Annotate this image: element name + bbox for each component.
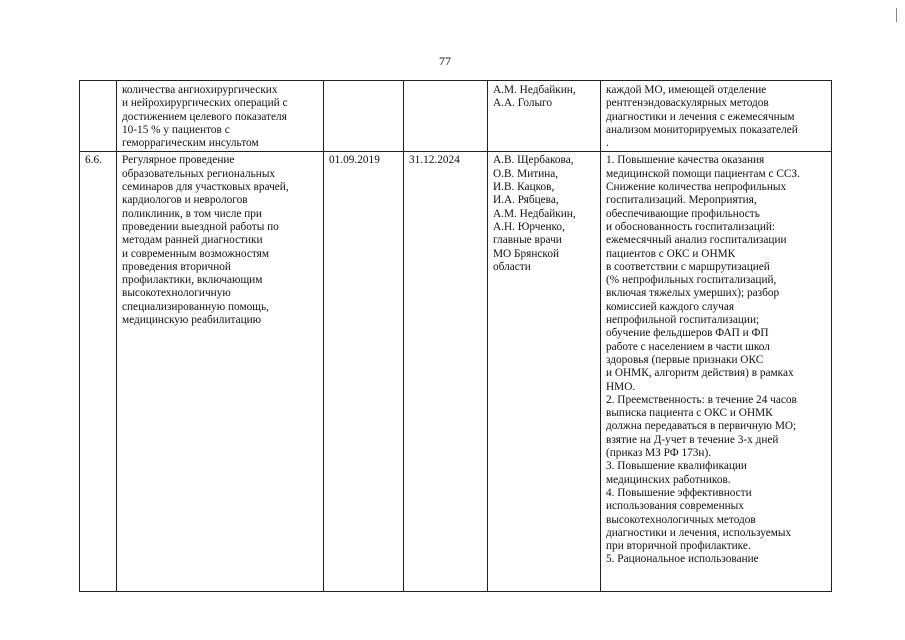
item-number-cell: 6.6. — [80, 152, 117, 592]
responsible-line: А.В. Щербакова, — [493, 154, 574, 167]
result-line: обучение фельдшеров ФАП и ФП — [606, 327, 769, 340]
result-line: взятие на Д-учет в течение 3-х дней — [606, 433, 779, 446]
responsible-line: МО Брянской — [493, 247, 560, 260]
responsible-line: главные врачи — [493, 234, 562, 247]
end-date-cell: 31.12.2024 — [404, 152, 488, 592]
result-line: медицинских работников. — [606, 473, 731, 486]
result-line: высокотехнологичных методов — [606, 513, 756, 526]
result-line: выписка пациента с ОКС и ОНМК — [606, 407, 773, 420]
responsible-line: области — [493, 260, 531, 273]
result-line: здоровья (первые признаки ОКС — [606, 353, 764, 366]
event-cell — [117, 152, 324, 592]
result-line: 3. Повышение квалификации — [606, 460, 747, 473]
result-line: в соответствии с маршрутизацией — [606, 260, 770, 273]
event-line: специализированную помощь, — [122, 300, 269, 313]
item-number-cell — [80, 81, 117, 152]
result-line: госпитализаций. Мероприятия, — [606, 194, 757, 207]
event-line: геморрагическим инсультом — [122, 137, 259, 150]
plan-table — [79, 80, 832, 592]
event-line: 10-15 % у пациентов с — [122, 123, 230, 136]
end-date-cell — [404, 81, 488, 152]
result-line: ежемесячный анализ госпитализации — [606, 234, 787, 247]
event-line: профилактики, включающим — [122, 274, 263, 287]
result-line: обеспечивающие профильность — [606, 207, 760, 220]
result-cell — [601, 81, 832, 152]
event-cell — [117, 81, 324, 152]
result-line: при вторичной профилактике. — [606, 540, 751, 553]
result-cell — [601, 152, 832, 592]
event-line: медицинскую реабилитацию — [122, 314, 262, 327]
event-line: проведения вторичной — [122, 260, 231, 273]
event-line: поликлиник, в том числе при — [122, 207, 262, 220]
start-date-cell — [324, 81, 404, 152]
responsible-line: А.А. Голыго — [493, 97, 553, 110]
result-line: использования современных — [606, 500, 744, 513]
responsible-cell — [488, 152, 601, 592]
result-line: . — [606, 137, 609, 150]
event-line: семинаров для участковых врачей, — [122, 181, 289, 194]
event-line: и нейрохирургических операций с — [122, 97, 288, 110]
responsible-line: И.А. Рябцева, — [493, 194, 559, 207]
result-line: включая тяжелых умерших); разбор — [606, 287, 780, 300]
event-line: достижением целевого показателя — [122, 110, 287, 123]
result-line: НМО. — [606, 380, 636, 393]
responsible-line: И.В. Кацков, — [493, 181, 555, 194]
responsible-cell — [488, 81, 601, 152]
event-line: методам ранней диагностики — [122, 234, 263, 247]
result-line: диагностики и лечения с ежемесячным — [606, 110, 795, 123]
result-line: 5. Рациональное использование — [606, 553, 759, 566]
result-line: комиссией каждого случая — [606, 300, 735, 313]
result-line: анализом мониторируемых показателей — [606, 123, 798, 136]
responsible-line: А.М. Недбайкин, — [493, 207, 576, 220]
result-line: (% непрофильных госпитализаций, — [606, 274, 777, 287]
result-line: работе с населением в части школ — [606, 340, 770, 353]
result-line: каждой МО, имеющей отделение — [606, 84, 767, 96]
result-line: должна передаваться в первичную МО; — [606, 420, 797, 433]
result-line: (приказ МЗ РФ 173н). — [606, 447, 712, 460]
result-line: рентгенэндоваскулярных методов — [606, 97, 769, 110]
result-line: и обоснованность госпитализаций: — [606, 220, 776, 233]
result-line: 1. Повышение качества оказания — [606, 154, 765, 167]
result-line: 4. Повышение эффективности — [606, 486, 752, 499]
scan-edge-mark — [896, 8, 897, 22]
responsible-line: А.М. Недбайкин, — [493, 84, 576, 96]
result-line: и ОНМК, алгоритм действия) в рамках — [606, 367, 794, 380]
responsible-line: О.В. Митина, — [493, 167, 559, 180]
page-number: 77 — [439, 54, 451, 68]
result-line: 2. Преемственность: в течение 24 часов — [606, 393, 797, 406]
result-line: медицинской помощи пациентам с ССЗ. — [606, 167, 800, 180]
event-line: образовательных региональных — [122, 167, 276, 180]
start-date-cell: 01.09.2019 — [324, 152, 404, 592]
event-line: и современным возможностям — [122, 247, 269, 260]
result-line: пациентов с ОКС и ОНМК — [606, 247, 736, 260]
event-line: кардиологов и неврологов — [122, 194, 248, 207]
event-line: проведении выездной работы по — [122, 220, 279, 233]
event-line: высокотехнологичную — [122, 287, 231, 300]
result-line: Снижение количества непрофильных — [606, 181, 787, 194]
result-line: диагностики и лечения, используемых — [606, 526, 792, 539]
event-line: Регулярное проведение — [122, 154, 235, 167]
result-line: непрофильной госпитализации; — [606, 314, 760, 327]
table-row — [80, 152, 832, 592]
event-line: количества ангиохирургических — [122, 84, 278, 96]
table-row — [80, 81, 832, 152]
responsible-line: А.Н. Юрченко, — [493, 220, 565, 233]
